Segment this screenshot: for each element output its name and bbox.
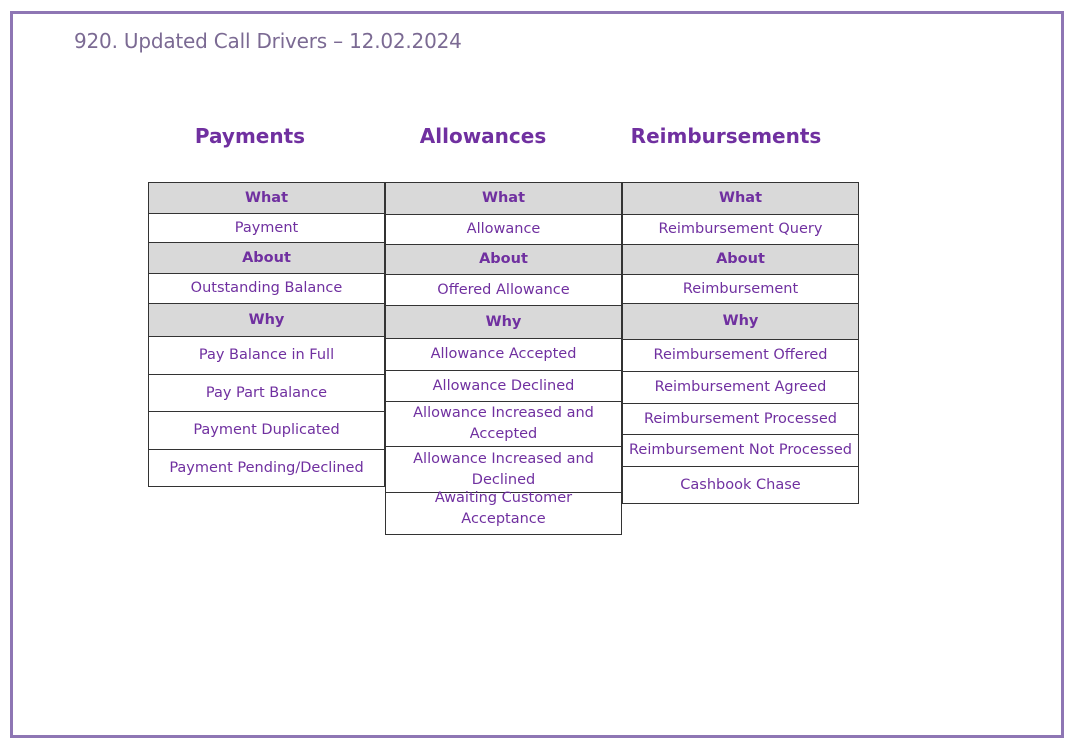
table-cell: Cashbook Chase: [623, 466, 858, 503]
allowances-heading: Allowances: [419, 124, 547, 148]
table-header-what: What: [149, 183, 384, 213]
table-cell: Payment: [149, 213, 384, 242]
table-header-about: About: [149, 242, 384, 273]
allowances-table: [385, 182, 622, 535]
table-header-why: Why: [386, 305, 621, 338]
table-cell: Reimbursement Agreed: [623, 371, 858, 403]
table-cell: Offered Allowance: [386, 274, 621, 305]
table-cell: Allowance: [386, 214, 621, 244]
table-cell: Outstanding Balance: [149, 273, 384, 303]
table-header-what: What: [386, 183, 621, 214]
table-cell: Reimbursement Query: [623, 214, 858, 244]
table-cell: Reimbursement: [623, 274, 858, 303]
table-header-why: Why: [623, 303, 858, 339]
table-header-what: What: [623, 183, 858, 214]
table-cell: Pay Balance in Full: [149, 336, 384, 374]
table-cell: Pay Part Balance: [149, 374, 384, 411]
table-header-about: About: [386, 244, 621, 274]
reimbursements-table: [622, 182, 859, 504]
table-cell: Allowance Increased and Declined: [386, 446, 621, 492]
reimbursements-heading: Reimbursements: [630, 124, 822, 148]
table-header-about: About: [623, 244, 858, 274]
table-cell: Allowance Increased and Accepted: [386, 401, 621, 446]
table-cell: Payment Pending/Declined: [149, 449, 384, 486]
table-header-why: Why: [149, 303, 384, 336]
slide-title: 920. Updated Call Drivers – 12.02.2024: [74, 29, 462, 53]
payments-table: [148, 182, 385, 487]
payments-heading: Payments: [194, 124, 306, 148]
table-cell: Allowance Accepted: [386, 338, 621, 370]
table-cell: Payment Duplicated: [149, 411, 384, 449]
table-cell: Reimbursement Not Processed: [623, 434, 858, 466]
table-cell: Awaiting Customer Acceptance: [386, 492, 621, 534]
table-cell: Allowance Declined: [386, 370, 621, 401]
table-cell: Reimbursement Processed: [623, 403, 858, 434]
table-cell: Reimbursement Offered: [623, 339, 858, 371]
